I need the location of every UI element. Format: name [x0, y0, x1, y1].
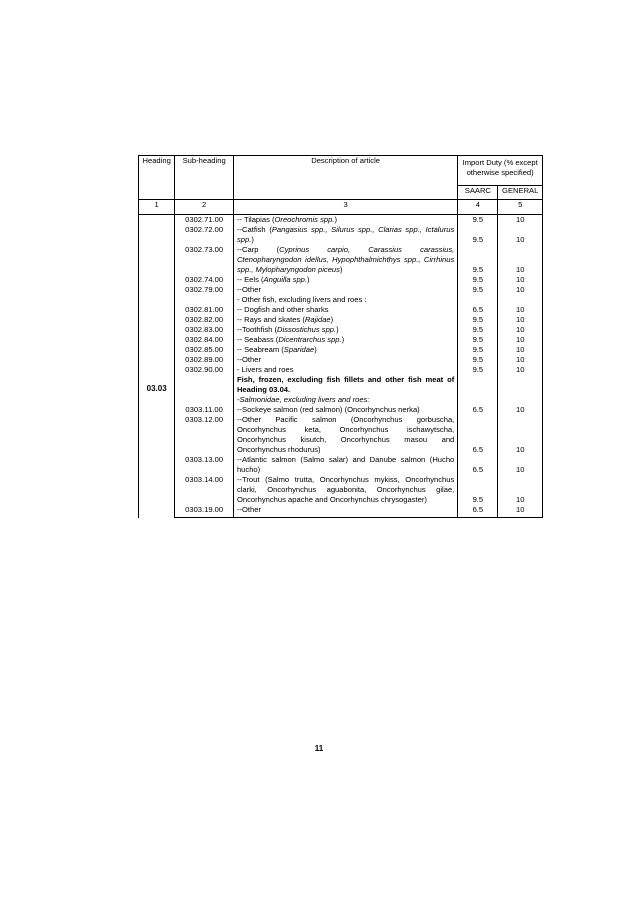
subheading-cell: 0302.71.00	[175, 215, 234, 226]
description-cell	[233, 335, 457, 345]
description-cell	[233, 225, 457, 245]
page-number: 11	[314, 744, 324, 753]
saarc-duty-cell	[458, 395, 498, 405]
col-number-4: 4	[458, 200, 498, 215]
description-text: Fish, frozen, excluding fish fillets and other fish meat of Heading 03.04.	[236, 375, 455, 394]
description-text: )	[336, 325, 339, 334]
description-text: -- Dogfish and other sharks	[236, 305, 329, 314]
description-text: -Salmonidae, excluding livers and roes:	[236, 395, 370, 404]
saarc-duty-cell	[458, 375, 498, 395]
subheading-cell	[175, 295, 234, 305]
col-number-2: 2	[175, 200, 234, 215]
table-row	[139, 245, 543, 275]
description-text: Rajidae	[304, 315, 331, 324]
col-general-header: GENERAL	[498, 186, 543, 200]
table-row	[139, 505, 543, 518]
saarc-duty-cell: 9.5	[458, 285, 498, 295]
table-row	[139, 415, 543, 455]
description-text: Cyprinus carpio, Carassius carassius, Ctenopharyngodon idellus, Hypophthalmichthys spp., Cirrhinus spp., Mylopharyngodon piceus	[236, 245, 455, 274]
description-text: -- Eels (	[236, 275, 264, 284]
description-cell	[233, 355, 457, 365]
subheading-cell: 0303.11.00	[175, 405, 234, 415]
description-text: )	[307, 275, 310, 284]
subheading-cell: 0302.79.00	[175, 285, 234, 295]
description-cell	[233, 405, 457, 415]
description-cell	[233, 365, 457, 375]
table-row	[139, 215, 543, 226]
description-text: Anguilla spp.	[263, 275, 308, 284]
description-cell	[233, 455, 457, 475]
heading-code-cell	[139, 215, 175, 518]
table-row	[139, 315, 543, 325]
description-text: --Carp (	[236, 245, 280, 254]
col-subheading-header: Sub-heading	[175, 156, 234, 200]
description-text: )	[334, 215, 337, 224]
table-row	[139, 295, 543, 305]
col-import-duty-header: Import Duty (% except otherwise specified)	[458, 156, 543, 186]
saarc-duty-cell: 9.5	[458, 325, 498, 335]
table-row	[139, 325, 543, 335]
table-row	[139, 335, 543, 345]
description-cell	[233, 275, 457, 285]
general-duty-cell: 10	[498, 345, 543, 355]
saarc-duty-cell: 6.5	[458, 415, 498, 455]
description-text: --Catfish (	[236, 225, 272, 234]
col-number-5: 5	[498, 200, 543, 215]
description-text: Dissostichus spp.	[277, 325, 337, 334]
saarc-duty-cell: 9.5	[458, 275, 498, 285]
saarc-duty-cell: 9.5	[458, 315, 498, 325]
description-text: --Other	[236, 355, 262, 364]
subheading-cell: 0302.83.00	[175, 325, 234, 335]
description-cell	[233, 475, 457, 505]
subheading-cell: 0302.90.00	[175, 365, 234, 375]
description-cell	[233, 345, 457, 355]
subheading-cell: 0303.13.00	[175, 455, 234, 475]
subheading-cell	[175, 395, 234, 405]
description-text: Dicentrarchus spp.	[278, 335, 342, 344]
saarc-duty-cell: 9.5	[458, 335, 498, 345]
table-row	[139, 305, 543, 315]
table-row	[139, 395, 543, 405]
description-cell	[233, 415, 457, 455]
description-cell	[233, 375, 457, 395]
table-row	[139, 365, 543, 375]
tariff-table	[138, 155, 543, 518]
subheading-cell: 0302.74.00	[175, 275, 234, 285]
table-row	[139, 225, 543, 245]
general-duty-cell: 10	[498, 315, 543, 325]
saarc-duty-cell: 6.5	[458, 305, 498, 315]
saarc-duty-cell: 9.5	[458, 355, 498, 365]
description-text: --Sockeye salmon (red salmon) (Oncorhynchus nerka)	[236, 405, 420, 414]
description-cell	[233, 315, 457, 325]
general-duty-cell	[498, 395, 543, 405]
general-duty-cell: 10	[498, 455, 543, 475]
description-cell	[233, 305, 457, 315]
description-text: --Atlantic salmon (Salmo salar) and Danube salmon (Hucho hucho)	[236, 455, 455, 474]
general-duty-cell: 10	[498, 285, 543, 295]
general-duty-cell: 10	[498, 475, 543, 505]
general-duty-cell: 10	[498, 505, 543, 518]
subheading-cell: 0302.73.00	[175, 245, 234, 275]
saarc-duty-cell: 9.5	[458, 215, 498, 226]
subheading-cell: 0302.89.00	[175, 355, 234, 365]
col-saarc-header: SAARC	[458, 186, 498, 200]
table-row	[139, 455, 543, 475]
general-duty-cell: 10	[498, 335, 543, 345]
general-duty-cell: 10	[498, 305, 543, 315]
saarc-duty-cell: 6.5	[458, 405, 498, 415]
saarc-duty-cell: 6.5	[458, 455, 498, 475]
subheading-cell: 0302.81.00	[175, 305, 234, 315]
description-cell	[233, 245, 457, 275]
general-duty-cell: 10	[498, 215, 543, 226]
saarc-duty-cell: 9.5	[458, 345, 498, 355]
description-text: )	[314, 345, 317, 354]
subheading-cell: 0303.12.00	[175, 415, 234, 455]
general-duty-cell: 10	[498, 245, 543, 275]
general-duty-cell: 10	[498, 415, 543, 455]
description-text: )	[341, 335, 345, 344]
col-description-header: Description of article	[233, 156, 457, 200]
description-text: -- Seabass (	[236, 335, 279, 344]
general-duty-cell	[498, 295, 543, 305]
table-row	[139, 345, 543, 355]
general-duty-cell: 10	[498, 355, 543, 365]
table-row	[139, 475, 543, 505]
description-text: --Trout (Salmo trutta, Oncorhynchus mykiss, Oncorhynchus clarki, Oncorhynchus aguabonita, Oncorhynchus gilae, Oncorhynchus apache and Oncorhynchus chrysogaster)	[236, 475, 455, 504]
description-text: --Other	[236, 505, 262, 514]
general-duty-cell: 10	[498, 405, 543, 415]
description-cell	[233, 215, 457, 226]
saarc-duty-cell: 9.5	[458, 245, 498, 275]
subheading-cell: 0302.72.00	[175, 225, 234, 245]
general-duty-cell	[498, 375, 543, 395]
saarc-duty-cell: 9.5	[458, 475, 498, 505]
col-number-1: 1	[139, 200, 175, 215]
description-text: - Other fish, excluding livers and roes :	[236, 295, 367, 304]
saarc-duty-cell: 6.5	[458, 505, 498, 518]
description-text: --Other Pacific salmon (Oncorhynchus gorbuscha, Oncorhynchus keta, Oncorhynchus ischawytscha, Oncorhynchus kisutch, Oncorhynchus masou and Oncorhynchus rhodurus)	[236, 415, 455, 454]
saarc-duty-cell: 9.5	[458, 365, 498, 375]
description-text: )	[339, 265, 343, 274]
subheading-cell: 0302.84.00	[175, 335, 234, 345]
description-text: -- Tilapias (	[236, 215, 275, 224]
description-text: )	[251, 235, 254, 244]
general-duty-cell: 10	[498, 225, 543, 245]
table-row	[139, 405, 543, 415]
table-row	[139, 275, 543, 285]
description-text: Pangasius spp., Silurus spp., Clarias spp., Ictalurus spp.	[236, 225, 455, 244]
description-text: --Other	[236, 285, 262, 294]
description-text: -- Rays and skates (	[236, 315, 305, 324]
subheading-cell	[175, 375, 234, 395]
general-duty-cell: 10	[498, 365, 543, 375]
subheading-cell: 0302.82.00	[175, 315, 234, 325]
description-cell	[233, 295, 457, 305]
description-cell	[233, 505, 457, 518]
description-text: )	[330, 315, 334, 324]
description-text: --Toothfish (	[236, 325, 278, 334]
description-text: Oreochromis spp.	[274, 215, 335, 224]
saarc-duty-cell	[458, 295, 498, 305]
col-heading-header: Heading	[139, 156, 175, 200]
saarc-duty-cell: 9.5	[458, 225, 498, 245]
col-number-3: 3	[233, 200, 457, 215]
description-cell	[233, 395, 457, 405]
description-text: Sparidae	[283, 345, 315, 354]
description-text: - Livers and roes	[236, 365, 294, 374]
subheading-cell: 0303.14.00	[175, 475, 234, 505]
description-cell	[233, 285, 457, 295]
table-row	[139, 355, 543, 365]
subheading-cell: 0303.19.00	[175, 505, 234, 518]
general-duty-cell: 10	[498, 325, 543, 335]
table-row	[139, 285, 543, 295]
description-text: -- Seabream (	[236, 345, 284, 354]
heading-code: 03.03	[146, 384, 167, 393]
subheading-cell: 0302.85.00	[175, 345, 234, 355]
general-duty-cell: 10	[498, 275, 543, 285]
description-cell	[233, 325, 457, 335]
table-row	[139, 375, 543, 395]
